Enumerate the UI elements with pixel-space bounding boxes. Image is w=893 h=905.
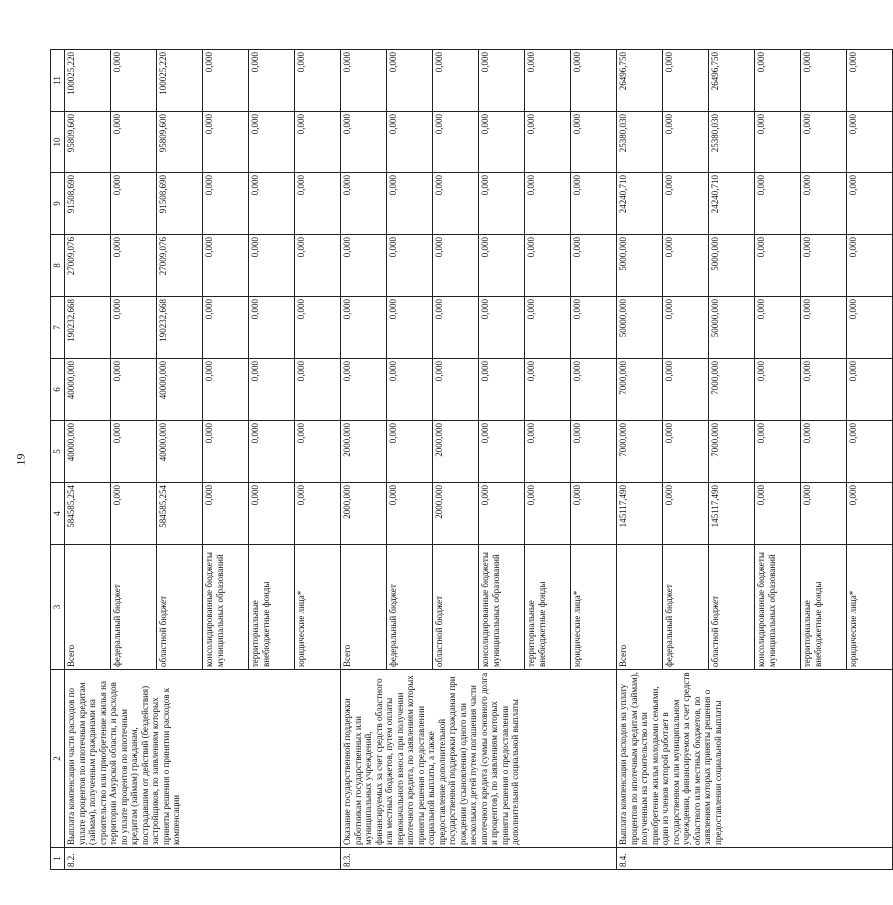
col-num: 2 — [51, 670, 65, 848]
amount-cell: 95809,600 — [157, 112, 203, 173]
col-num: 4 — [51, 483, 65, 545]
amount-cell: 0,000 — [571, 235, 617, 297]
funding-source: территориальные внебюджетные фонды — [249, 545, 295, 670]
page-number: 19 — [13, 453, 28, 466]
amount-cell: 0,000 — [755, 421, 801, 483]
amount-cell: 2000,000 — [341, 483, 387, 545]
amount-cell: 7000,000 — [709, 421, 755, 483]
amount-cell: 7000,000 — [709, 359, 755, 421]
amount-cell: 0,000 — [663, 112, 709, 173]
amount-cell: 7000,000 — [617, 421, 663, 483]
amount-cell: 0,000 — [847, 50, 893, 112]
amount-cell: 26496,750 — [709, 50, 755, 112]
amount-cell: 0,000 — [663, 421, 709, 483]
amount-cell: 0,000 — [111, 235, 157, 297]
amount-cell: 24240,710 — [617, 173, 663, 235]
amount-cell: 40000,000 — [157, 421, 203, 483]
amount-cell: 0,000 — [525, 421, 571, 483]
amount-cell: 50000,000 — [709, 297, 755, 359]
amount-cell: 0,000 — [203, 359, 249, 421]
amount-cell: 40000,000 — [157, 359, 203, 421]
amount-cell: 25380,030 — [709, 112, 755, 173]
amount-cell: 0,000 — [571, 483, 617, 545]
amount-cell: 0,000 — [801, 421, 847, 483]
amount-cell: 0,000 — [249, 173, 295, 235]
amount-cell: 0,000 — [525, 483, 571, 545]
amount-cell: 5000,000 — [709, 235, 755, 297]
amount-cell: 0,000 — [295, 50, 341, 112]
amount-cell: 0,000 — [387, 483, 433, 545]
amount-cell: 0,000 — [525, 359, 571, 421]
amount-cell: 584585,254 — [65, 483, 111, 545]
amount-cell: 0,000 — [479, 112, 525, 173]
amount-cell: 0,000 — [387, 421, 433, 483]
amount-cell: 0,000 — [111, 112, 157, 173]
amount-cell: 0,000 — [341, 50, 387, 112]
amount-cell: 0,000 — [479, 297, 525, 359]
amount-cell: 0,000 — [249, 235, 295, 297]
amount-cell: 91508,690 — [157, 173, 203, 235]
amount-cell: 0,000 — [203, 297, 249, 359]
funding-source: областной бюджет — [709, 545, 755, 670]
amount-cell: 0,000 — [295, 483, 341, 545]
rotated-table-wrapper — [50, 50, 858, 870]
amount-cell: 0,000 — [111, 359, 157, 421]
amount-cell: 0,000 — [847, 359, 893, 421]
amount-cell: 0,000 — [203, 483, 249, 545]
amount-cell: 0,000 — [801, 483, 847, 545]
col-num: 5 — [51, 421, 65, 483]
amount-cell: 0,000 — [755, 359, 801, 421]
amount-cell: 0,000 — [571, 112, 617, 173]
amount-cell: 0,000 — [341, 359, 387, 421]
col-num: 11 — [51, 50, 65, 112]
amount-cell: 0,000 — [571, 297, 617, 359]
amount-cell: 0,000 — [479, 50, 525, 112]
amount-cell: 145117,490 — [709, 483, 755, 545]
funding-source: юридические лица* — [847, 545, 893, 670]
amount-cell: 0,000 — [663, 297, 709, 359]
amount-cell: 0,000 — [111, 483, 157, 545]
amount-cell: 27009,076 — [65, 235, 111, 297]
amount-cell: 40000,000 — [65, 359, 111, 421]
amount-cell: 0,000 — [847, 297, 893, 359]
amount-cell: 2000,000 — [433, 421, 479, 483]
amount-cell: 0,000 — [111, 50, 157, 112]
amount-cell: 0,000 — [847, 483, 893, 545]
table-row — [617, 50, 663, 870]
col-num: 9 — [51, 173, 65, 235]
amount-cell: 0,000 — [203, 112, 249, 173]
funding-source: федеральный бюджет — [387, 545, 433, 670]
amount-cell: 0,000 — [755, 112, 801, 173]
amount-cell: 0,000 — [295, 235, 341, 297]
amount-cell: 0,000 — [249, 359, 295, 421]
amount-cell: 0,000 — [111, 421, 157, 483]
amount-cell: 0,000 — [479, 483, 525, 545]
amount-cell: 0,000 — [479, 235, 525, 297]
amount-cell: 0,000 — [525, 297, 571, 359]
amount-cell: 0,000 — [249, 483, 295, 545]
amount-cell: 0,000 — [295, 359, 341, 421]
amount-cell: 0,000 — [341, 297, 387, 359]
amount-cell: 0,000 — [295, 421, 341, 483]
amount-cell: 0,000 — [249, 50, 295, 112]
amount-cell: 0,000 — [571, 421, 617, 483]
amount-cell: 0,000 — [341, 235, 387, 297]
funding-source: территориальные внебюджетные фонды — [525, 545, 571, 670]
amount-cell: 0,000 — [433, 50, 479, 112]
amount-cell: 2000,000 — [341, 421, 387, 483]
amount-cell: 0,000 — [663, 50, 709, 112]
amount-cell: 0,000 — [571, 359, 617, 421]
amount-cell: 145117,490 — [617, 483, 663, 545]
amount-cell: 0,000 — [847, 235, 893, 297]
funding-source: федеральный бюджет — [663, 545, 709, 670]
amount-cell: 0,000 — [663, 173, 709, 235]
amount-cell: 0,000 — [295, 297, 341, 359]
col-num: 6 — [51, 359, 65, 421]
amount-cell: 0,000 — [525, 173, 571, 235]
amount-cell: 5000,000 — [617, 235, 663, 297]
amount-cell: 0,000 — [341, 173, 387, 235]
row-number: 8.3. — [341, 848, 617, 870]
amount-cell: 0,000 — [479, 359, 525, 421]
amount-cell: 0,000 — [433, 297, 479, 359]
amount-cell: 25380,030 — [617, 112, 663, 173]
funding-source: областной бюджет — [433, 545, 479, 670]
funding-source: Всего — [341, 545, 387, 670]
amount-cell: 0,000 — [203, 235, 249, 297]
amount-cell: 0,000 — [525, 112, 571, 173]
activity-description: Оказание государственной поддержки работникам государственных или муниципальных учреждений, финансируемых за счет средств областного или местных бюджетов, путем оплаты первоначального взноса при получении ипотечного кредита, по заявлениям которых приняты решения о предоставлении социальной выплаты, а также предоставление дополнительной государственной поддержки гражданам при рождении (усыновлении) одного или нескольких детей путем погашения части ипотечного кредита (суммы основного долга и процентов), по заявлениям которых приняты решения о предоставлении дополнительной социальной выплаты — [341, 670, 617, 848]
amount-cell: 0,000 — [525, 50, 571, 112]
amount-cell: 0,000 — [801, 112, 847, 173]
table-row — [341, 50, 387, 870]
amount-cell: 0,000 — [801, 297, 847, 359]
col-num: 7 — [51, 297, 65, 359]
row-number: 8.2. — [65, 848, 341, 870]
amount-cell: 0,000 — [387, 359, 433, 421]
amount-cell: 0,000 — [663, 483, 709, 545]
amount-cell: 2000,000 — [433, 483, 479, 545]
funding-source: Всего — [65, 545, 111, 670]
amount-cell: 0,000 — [755, 173, 801, 235]
col-num: 1 — [51, 848, 65, 870]
amount-cell: 0,000 — [479, 173, 525, 235]
funding-source: федеральный бюджет — [111, 545, 157, 670]
amount-cell: 0,000 — [847, 112, 893, 173]
amount-cell: 0,000 — [801, 235, 847, 297]
amount-cell: 0,000 — [387, 173, 433, 235]
funding-source: Всего — [617, 545, 663, 670]
table-row — [65, 50, 111, 870]
funding-source: консолидированные бюджеты муниципальных образований — [755, 545, 801, 670]
funding-source: областной бюджет — [157, 545, 203, 670]
amount-cell: 0,000 — [571, 50, 617, 112]
budget-table — [50, 49, 893, 870]
col-num: 8 — [51, 235, 65, 297]
amount-cell: 0,000 — [755, 297, 801, 359]
amount-cell: 0,000 — [203, 173, 249, 235]
col-num: 3 — [51, 545, 65, 670]
amount-cell: 50000,000 — [617, 297, 663, 359]
amount-cell: 0,000 — [433, 235, 479, 297]
funding-source: юридические лица* — [295, 545, 341, 670]
amount-cell: 40000,000 — [65, 421, 111, 483]
amount-cell: 0,000 — [801, 359, 847, 421]
amount-cell: 0,000 — [755, 235, 801, 297]
amount-cell: 0,000 — [479, 421, 525, 483]
amount-cell: 0,000 — [755, 483, 801, 545]
amount-cell: 0,000 — [433, 359, 479, 421]
amount-cell: 24240,710 — [709, 173, 755, 235]
amount-cell: 0,000 — [571, 173, 617, 235]
amount-cell: 26496,750 — [617, 50, 663, 112]
amount-cell: 0,000 — [387, 235, 433, 297]
amount-cell: 190232,668 — [157, 297, 203, 359]
amount-cell: 91508,690 — [65, 173, 111, 235]
amount-cell: 0,000 — [111, 173, 157, 235]
amount-cell: 0,000 — [663, 359, 709, 421]
activity-description: Выплата компенсации расходов на уплату процентов по ипотечным кредитам (займам), полученным на строительство или приобретение жилья молодыми семьями, один из членов которой работает в государственном или муниципальном учреждении, финансируемом за счет средств областного или местных бюджетов, по заявлениям которых приняты решения о предоставлении социальной выплаты — [617, 670, 893, 848]
amount-cell: 0,000 — [295, 112, 341, 173]
amount-cell: 0,000 — [203, 421, 249, 483]
amount-cell: 100025,220 — [65, 50, 111, 112]
amount-cell: 0,000 — [755, 50, 801, 112]
amount-cell: 7000,000 — [617, 359, 663, 421]
amount-cell: 0,000 — [847, 173, 893, 235]
amount-cell: 0,000 — [249, 421, 295, 483]
amount-cell: 0,000 — [801, 50, 847, 112]
amount-cell: 0,000 — [387, 297, 433, 359]
activity-description: Выплата компенсации части расходов по уплате процентов по ипотечным кредитам (займам), полученным гражданами на строительство или приобретение жилья на территории Амурской области, и расходов по уплате процентов по ипотечным кредитам (займам) гражданам, пострадавшим от действий (бездействия) застройщиков, по заявлениям которых приняты решения о принятии расходов к компенсации — [65, 670, 341, 848]
amount-cell: 100025,220 — [157, 50, 203, 112]
amount-cell: 0,000 — [203, 50, 249, 112]
amount-cell: 27009,076 — [157, 235, 203, 297]
amount-cell: 190232,668 — [65, 297, 111, 359]
amount-cell: 0,000 — [387, 112, 433, 173]
funding-source: территориальные внебюджетные фонды — [801, 545, 847, 670]
table-body — [65, 50, 893, 870]
amount-cell: 0,000 — [341, 112, 387, 173]
amount-cell: 0,000 — [249, 112, 295, 173]
amount-cell: 0,000 — [387, 50, 433, 112]
row-number: 8.4. — [617, 848, 893, 870]
amount-cell: 0,000 — [663, 235, 709, 297]
amount-cell: 0,000 — [295, 173, 341, 235]
amount-cell: 0,000 — [433, 112, 479, 173]
amount-cell: 0,000 — [525, 235, 571, 297]
amount-cell: 0,000 — [801, 173, 847, 235]
amount-cell: 0,000 — [249, 297, 295, 359]
column-number-row — [51, 50, 65, 870]
col-num: 10 — [51, 112, 65, 173]
amount-cell: 0,000 — [433, 173, 479, 235]
amount-cell: 95809,600 — [65, 112, 111, 173]
amount-cell: 0,000 — [847, 421, 893, 483]
funding-source: консолидированные бюджеты муниципальных образований — [479, 545, 525, 670]
funding-source: юридические лица* — [571, 545, 617, 670]
amount-cell: 584585,254 — [157, 483, 203, 545]
amount-cell: 0,000 — [111, 297, 157, 359]
funding-source: консолидированные бюджеты муниципальных образований — [203, 545, 249, 670]
